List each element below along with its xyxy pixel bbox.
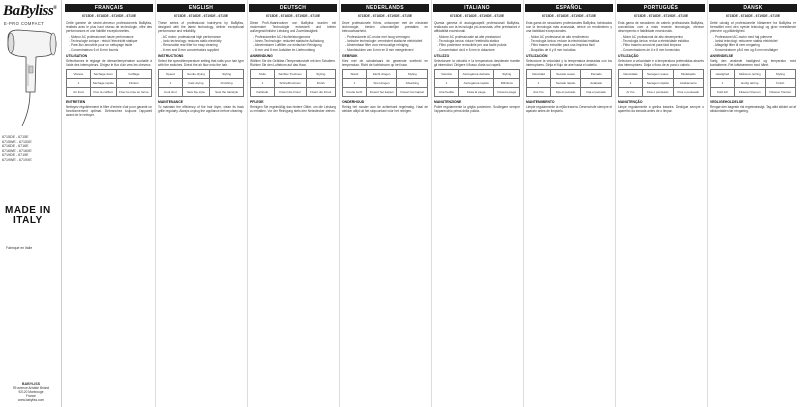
language-heading: NEDERLANDS	[341, 4, 429, 12]
instruction-text	[339, 18, 431, 113]
column-divider	[247, 0, 248, 407]
usage-heading: INSTRUCTIONS	[158, 53, 184, 58]
settings-table	[526, 69, 612, 97]
settings-cell: Modelação	[673, 69, 703, 78]
settings-table-row	[711, 69, 796, 78]
feature-item: - Removable rear filter for easy cleaning	[161, 43, 218, 48]
usage-paragraph: Select the speed/temperature setting that suits your hair type with the switches. Direct the air flow onto the hair.	[158, 58, 244, 67]
language-column-1	[155, 0, 247, 407]
language-heading: FRANÇAIS	[65, 4, 153, 12]
language-column-6	[615, 0, 707, 407]
settings-table-row	[67, 78, 152, 87]
settings-cell: Fija el peinado	[550, 87, 581, 96]
feature-item: - Tecnología iónica: reduce la electricidad estática	[529, 39, 600, 44]
usage-paragraph: Selezionare la velocità e la temperatura desiderate tramite gli interruttori. Dirigere il flusso d'aria sui capelli.	[434, 58, 520, 67]
feature-item: - Professioneller AC-Hochleistungsmotor	[253, 35, 311, 40]
settings-table-row	[67, 87, 152, 96]
column-model-list: 6715DE - 6716DE - 6719DE - 6715E	[725, 14, 781, 18]
feature-item: - Moteur AC professionnel haute performance	[69, 35, 134, 40]
usage-paragraph: Vælg den ønskede hastighed og temperatur med kontakterne. Ret luftstrømmen mod håret.	[710, 58, 796, 67]
settings-table-row	[711, 87, 796, 96]
settings-table-row	[527, 69, 612, 78]
maintenance-heading: VEDLIGEHOLDELSE	[710, 99, 744, 104]
usage-heading: UTILIZACIÓN	[526, 53, 548, 58]
settings-table-row	[711, 78, 796, 87]
usage-paragraph: Selecione a velocidade e a temperatura pretendidas através dos interruptores. Dirija o fluxo de ar para o cabelo.	[618, 58, 704, 67]
instruction-text	[247, 18, 339, 113]
maintenance-paragraph: Reinig het rooster aan de achterkant regelmatig. Haal de stekker altijd uit het stopcontact vóór het reinigen.	[342, 105, 428, 114]
settings-cell: 1	[527, 78, 551, 87]
settings-cell: Secagem rápida	[642, 78, 673, 87]
settings-table-row	[251, 69, 336, 78]
instruction-text	[431, 18, 523, 113]
feature-item: - Concentradores de 6 e 8 mm fornecidos	[621, 47, 680, 52]
settings-cell: Acabado	[581, 78, 612, 87]
settings-table-row	[435, 87, 520, 96]
feature-item: - Professionele AC-motor met hoog vermogen	[345, 35, 410, 40]
settings-cell: Fixe la coiffure	[90, 87, 116, 96]
settings-cell: Styling	[494, 69, 520, 78]
settings-cell: Fixa o penteado	[642, 87, 673, 96]
cover-panel	[0, 0, 62, 407]
settings-cell: Air froid	[67, 87, 91, 96]
settings-cell: 1	[67, 78, 91, 87]
settings-cell: Peinado	[581, 69, 612, 78]
settings-cell: Afwerking	[397, 78, 428, 87]
settings-cell: Fikserer frisuren	[765, 87, 795, 96]
settings-cell: Fixiert die Frisur	[274, 87, 306, 96]
column-model-list: 6715DE - 6716DE - 6719DE - 6715E	[357, 14, 413, 18]
settings-cell: Snel drogen	[366, 78, 397, 87]
feature-item: - AC motor: professional high performance	[161, 35, 221, 40]
settings-cell: Sets the style	[182, 87, 209, 96]
settings-table-row	[343, 78, 428, 87]
settings-cell: Finish	[306, 78, 336, 87]
feature-item: - Concentrateurs 6 et 8 mm fournis	[69, 47, 119, 52]
settings-cell: Fixeert het kapsel	[397, 87, 428, 96]
settings-table-row	[527, 78, 612, 87]
column-model-list: 6715DE - 6716DE - 6719DE - 6715E	[541, 14, 597, 18]
settings-cell: Fissa la piega	[458, 87, 494, 96]
maintenance-paragraph: Limpe regularmente a grelha traseira. Desligue sempre o aparelho da tomada antes de o limpar.	[618, 105, 704, 114]
maintenance-paragraph: Nettoyez régulièrement le filtre d'entrée d'air pour garantir un fonctionnement optimal. Débranchez toujours l'appareil avant de le nettoyer.	[66, 105, 152, 118]
settings-cell: Stand	[343, 69, 367, 78]
settings-cell: Styling	[765, 69, 795, 78]
feature-item: - Ionic technology: reduces static electricity	[161, 39, 222, 44]
maintenance-heading: ONDERHOUD	[342, 99, 365, 104]
settings-cell: Vitesse	[67, 69, 91, 78]
settings-table	[250, 69, 336, 97]
usage-heading: ANVENDELSE	[710, 53, 734, 58]
settings-cell: Fast drying	[182, 78, 209, 87]
settings-cell: Coiffage	[116, 69, 151, 78]
settings-cell: Cool shot	[159, 87, 183, 96]
settings-cell: Fissa la piega	[494, 87, 520, 96]
settings-cell: Koude lucht	[343, 87, 367, 96]
settings-table-row	[435, 69, 520, 78]
settings-cell: Gentle drying	[182, 69, 209, 78]
settings-cell: Asciugatura delicata	[458, 69, 494, 78]
settings-table-row	[343, 69, 428, 78]
column-divider	[615, 0, 616, 407]
settings-cell: Fixiert die Frisur	[306, 87, 336, 96]
column-divider	[339, 0, 340, 407]
maintenance-heading: MAINTENANCE	[158, 99, 184, 104]
feature-item: - Koncentratorer på 6 mm og 8 mm medfølger	[713, 47, 778, 52]
maintenance-heading: PFLEGE	[250, 99, 264, 104]
language-column-0	[63, 0, 155, 407]
settings-table	[342, 69, 428, 97]
settings-cell: 1	[435, 78, 459, 87]
settings-table-row	[619, 69, 704, 78]
feature-item: - Filtro trasero extraíble para una limpieza fácil	[529, 43, 595, 48]
settings-table-row	[251, 78, 336, 87]
settings-cell: 1	[251, 78, 275, 87]
intro-paragraph: These series of professional hairdryers by BaByliss, designed with the latest technology, deliver exceptional performance and reliability.	[158, 21, 244, 34]
intro-paragraph: Cette gamme de sèche-cheveux professionnels BaByliss, réalisés avec le plus haut niveau de technologie, offre des performances et une fiabilité exceptionnelles.	[66, 21, 152, 34]
settings-cell: Secagem suave	[642, 69, 673, 78]
maintenance-paragraph: Limpie regularmente la rejilla trasera. Desenchufe siempre el aparato antes de limpiarlo.	[526, 105, 612, 114]
language-heading: DEUTSCH	[249, 4, 337, 12]
settings-table	[710, 69, 796, 97]
feature-item: - 6 mm and 8 mm concentrators supplied	[161, 47, 219, 52]
settings-cell: Skånsom tørring	[734, 69, 765, 78]
settings-table-row	[159, 87, 244, 96]
hairdryer-illustration	[2, 28, 60, 130]
settings-table-row	[435, 78, 520, 87]
settings-cell: Rifinitura	[494, 78, 520, 87]
feature-item: - Motore AC professionale ad alte prestazioni	[437, 35, 501, 40]
settings-cell: Schnelltrocknen	[274, 78, 306, 87]
maintenance-paragraph: To maintain the efficiency of the hair dryer, clean its back grille regularly. Always unplug the appliance before cleaning.	[158, 105, 244, 114]
maintenance-heading: MANUTENÇÃO	[618, 99, 643, 104]
column-divider	[431, 0, 432, 407]
maintenance-paragraph: Rengør den bageste rist regelmæssigt. Tag altid stikket ud af stikkontakten før rengøring.	[710, 105, 796, 114]
settings-cell: Fikserer frisuren	[734, 87, 765, 96]
settings-table	[434, 69, 520, 97]
feature-item: - Ionisk teknologi: reducerer statisk elektricitet	[713, 39, 778, 44]
usage-paragraph: Kies met de schakelaars de gewenste snelheid en temperatuur. Richt de luchtstroom op het haar.	[342, 58, 428, 67]
settings-cell: Aria fredda	[435, 87, 459, 96]
feature-item: - Afneembaar filter voor eenvoudige reiniging	[345, 43, 409, 48]
usage-heading: UTILIZZO	[434, 53, 450, 58]
usage-heading: UTILIZAÇÃO	[618, 53, 639, 58]
feature-item: - Motor AC profissional de alto desempenho	[621, 35, 684, 40]
intro-paragraph: Deze professionele föhns, ontworpen met de nieuwste technologie, bieden uitzonderlijke prestaties en betrouwbaarheid.	[342, 21, 428, 34]
settings-cell: Kold luft	[711, 87, 735, 96]
instruction-text	[707, 18, 799, 113]
settings-cell: Zacht drogen	[366, 69, 397, 78]
settings-cell: Asciugatura rapida	[458, 78, 494, 87]
settings-cell: Styling	[397, 69, 428, 78]
settings-cell: Hastighed	[711, 69, 735, 78]
settings-table-row	[527, 87, 612, 96]
intro-paragraph: Diese Profi-Haartrockner von BaByliss wurden mit modernster Technologie entwickelt und bieten außergewöhnliche Leistung und Zuverlässigkeit.	[250, 21, 336, 34]
settings-table-row	[619, 78, 704, 87]
product-subtitle: E-PRO COMPACT	[4, 21, 45, 26]
settings-cell: Velocità	[435, 69, 459, 78]
feature-item: - Tecnologia iónica: reduz a eletricidade estática	[621, 39, 689, 44]
column-divider	[707, 0, 708, 407]
feature-item: - Ionen-Technologie: reduziert statische Aufladung	[253, 39, 324, 44]
settings-cell: Secado suave	[550, 69, 581, 78]
feature-item: - Professionel AC-motor med høj ydeevne	[713, 35, 773, 40]
language-column-5	[523, 0, 615, 407]
column-divider	[155, 0, 156, 407]
usage-paragraph: Wählen Sie die Gebläse-/Temperaturstufe mit den Schaltern. Richten Sie den Luftstrom auf das Haar.	[250, 58, 336, 67]
usage-paragraph: Seleccione la velocidad y la temperatura deseadas con los interruptores. Dirija el flujo de aire hacia el cabello.	[526, 58, 612, 67]
made-in-caption: Fabriqué en Italie	[6, 246, 33, 250]
settings-cell: Sets the hairstyle	[210, 87, 244, 96]
brand-logo: BaByliss®	[3, 3, 57, 19]
settings-cell: Séchage rapide	[90, 78, 116, 87]
settings-cell: 1	[159, 78, 183, 87]
made-in-italy-label: MADE IN ITALY	[5, 205, 51, 226]
feature-item: - Tecnologia ionica: riduce l'elettricità statica	[437, 39, 499, 44]
model-list: 6715DE - 6715E 6715WE - 6715XE 6716DE - 6716E 6716WE - 6716XE 6719DE - 6719E 6719WE - 6719XE	[2, 135, 32, 162]
settings-cell: Styling	[306, 69, 336, 78]
language-column-2	[247, 0, 339, 407]
intro-paragraph: Esta gama de secadores de cabelo profissionais BaByliss, concebidos com a mais recente tecnologia, oferece desempenho e fiabilidade excecionais.	[618, 21, 704, 34]
column-divider	[523, 0, 524, 407]
maintenance-paragraph: Reinigen Sie regelmäßig das hintere Gitter, um die Leistung zu erhalten. Vor der Reinigung stets den Netzstecker ziehen.	[250, 105, 336, 114]
feature-item: - Concentratori da 6 e 8 mm in dotazione	[437, 47, 495, 52]
settings-table	[158, 69, 244, 97]
settings-cell: Finishing	[210, 78, 244, 87]
settings-cell: Fixer la mise en forme	[116, 87, 151, 96]
language-heading: PORTUGUÊS	[617, 4, 705, 12]
settings-cell: Finish	[765, 78, 795, 87]
settings-cell: Kaltstufe	[251, 87, 275, 96]
settings-table-row	[619, 87, 704, 96]
settings-cell: Aire frío	[527, 87, 551, 96]
company-address: BABYLISS 99 avenue Aristide Briand 92120 Montrouge France www.babyliss.com	[12, 382, 50, 402]
language-heading: DANSK	[709, 4, 797, 12]
column-model-list: 6715DE - 6716DE - 6719DE - 6715E	[449, 14, 505, 18]
maintenance-paragraph: Pulire regolarmente la griglia posteriore. Scollegare sempre l'apparecchio prima della pulizia.	[434, 105, 520, 114]
settings-cell: 1	[343, 78, 367, 87]
settings-cell: Stufe	[251, 69, 275, 78]
settings-cell: 1	[711, 78, 735, 87]
column-model-list: 6715DE - 6716DE - 6719DE - 6715E	[265, 14, 321, 18]
settings-table-row	[159, 69, 244, 78]
feature-item: - Filtro posteriore removibile per una facile pulizia	[437, 43, 507, 48]
language-column-7	[707, 0, 799, 407]
settings-cell: Sanftes Trocknen	[274, 69, 306, 78]
instruction-text	[523, 18, 615, 113]
feature-item: - Abnehmbarer Luftfilter zur einfachen Reinigung	[253, 43, 322, 48]
settings-table-row	[67, 69, 152, 78]
settings-cell: Fija el peinado	[581, 87, 612, 96]
settings-cell: Secado rápido	[550, 78, 581, 87]
feature-item: - 6 mm und 8 mm Aufsätze im Lieferumfang	[253, 47, 315, 52]
settings-cell: Fixa o penteado	[673, 87, 703, 96]
usage-heading: ANWENDUNG	[250, 53, 273, 58]
settings-table	[618, 69, 704, 97]
maintenance-heading: MANUTENZIONE	[434, 99, 462, 104]
instruction-text	[615, 18, 707, 113]
feature-item: - Aftageligt filter til nem rengøring	[713, 43, 760, 48]
usage-heading: GEBRUIK	[342, 53, 358, 58]
settings-cell: Velocidad	[527, 69, 551, 78]
settings-cell: Séchage doux	[90, 69, 116, 78]
feature-item: - Pare-flux amovible pour un nettoyage facile	[69, 43, 133, 48]
feature-item: - Mondstukken van 6 mm en 8 mm meegeleverd	[345, 47, 414, 52]
feature-item: - Technologie ionique : réduit l'électricité statique	[69, 39, 138, 44]
settings-table-row	[159, 78, 244, 87]
language-heading: ITALIANO	[433, 4, 521, 12]
usage-heading: UTILISATION	[66, 53, 88, 58]
settings-table	[66, 69, 152, 97]
settings-table-row	[343, 87, 428, 96]
usage-paragraph: Sélectionnez le réglage de vitesse/température souhaité à l'aide des interrupteurs. Dirigez le flux d'air vers les cheveux.	[66, 58, 152, 67]
language-column-4	[431, 0, 523, 407]
language-heading: ESPAÑOL	[525, 4, 613, 12]
language-column-3	[339, 0, 431, 407]
column-model-list: 6715DE - 6716DE - 6719DE - 6715E	[173, 14, 229, 18]
feature-item: - Boquillas de 6 y 8 mm incluidas	[529, 47, 576, 52]
intro-paragraph: Questa gamma di asciugacapelli professionali BaByliss, realizzata con la tecnologia più avanzata, offre prestazioni e affidabilità eccezionali.	[434, 21, 520, 34]
maintenance-heading: MANTENIMIENTO	[526, 99, 555, 104]
feature-item: - Ionische technologie: vermindert statische elektriciteit	[345, 39, 423, 44]
language-heading: ENGLISH	[157, 4, 245, 12]
feature-item: - Filtro traseiro amovível para fácil limpeza	[621, 43, 681, 48]
settings-cell: Hurtig tørring	[734, 78, 765, 87]
column-model-list: 6715DE - 6716DE - 6719DE - 6715E	[81, 14, 137, 18]
column-model-list: 6715DE - 6716DE - 6719DE - 6715E	[633, 14, 689, 18]
intro-paragraph: Esta gama de secadores profesionales BaByliss, fabricados con la tecnología más avanzada, ofrece un rendimiento y una fiabilidad excepcionales.	[526, 21, 612, 34]
instruction-text	[63, 18, 155, 117]
settings-table-row	[251, 87, 336, 96]
maintenance-heading: ENTRETIEN	[66, 99, 86, 104]
settings-cell: Fixeert het kapsel	[366, 87, 397, 96]
intro-paragraph: Dette udvalg af professionelle hårtørrere fra BaByliss er fremstillet med den nyeste teknologi og giver enestående ydeevne og pålidelighed.	[710, 21, 796, 34]
settings-cell: Acabamento	[673, 78, 703, 87]
settings-cell: Styling	[210, 69, 244, 78]
feature-item: - Motor AC profesional de alto rendimiento	[529, 35, 589, 40]
instruction-text	[155, 18, 247, 113]
settings-cell: Ar frio	[619, 87, 643, 96]
settings-cell: Finition	[116, 78, 151, 87]
settings-cell: Speed	[159, 69, 183, 78]
settings-cell: 1	[619, 78, 643, 87]
settings-cell: Velocidade	[619, 69, 643, 78]
